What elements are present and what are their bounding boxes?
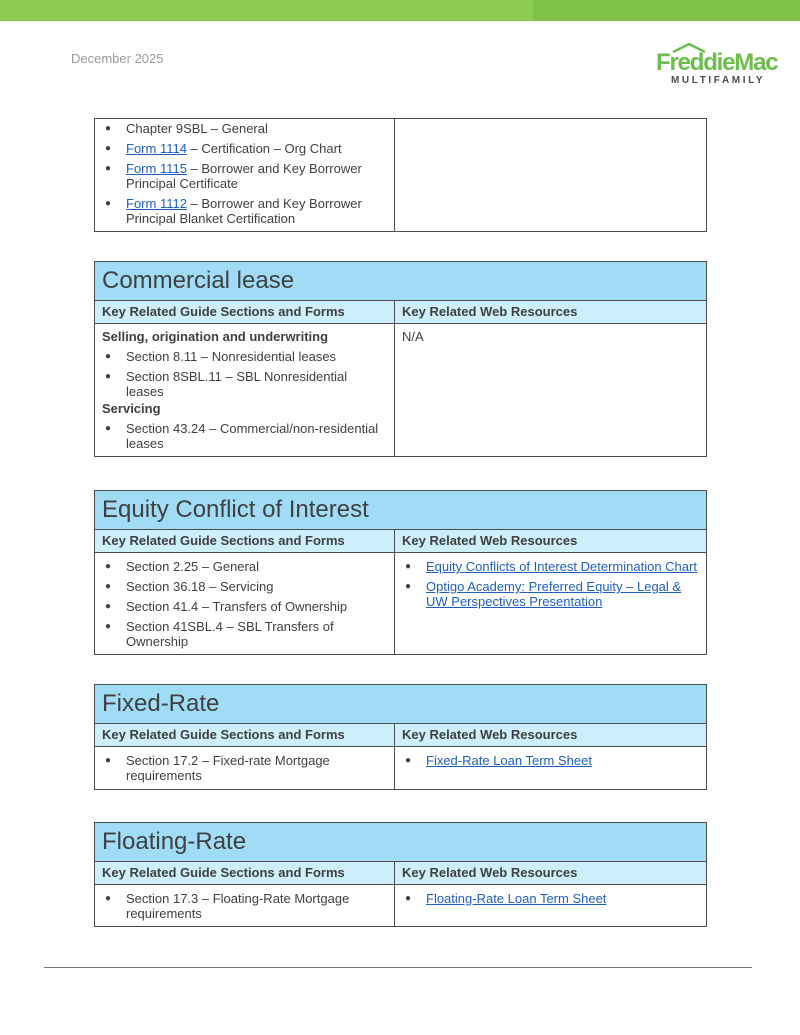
list-item: ● Floating-Rate Loan Term Sheet — [405, 891, 607, 906]
continued-table — [94, 118, 707, 232]
fixed-rate-term-sheet-link[interactable]: Fixed-Rate Loan Term Sheet — [426, 753, 592, 768]
top-bar-segment-left — [0, 0, 533, 21]
floating-rate-table — [94, 822, 707, 927]
list-item: ● Section 2.25 – General — [105, 559, 259, 574]
item-text: Section 41.4 – Transfers of Ownership — [126, 599, 348, 614]
top-color-bar — [0, 0, 800, 21]
item-text: Section 2.25 – General — [126, 559, 259, 574]
guide-cell — [95, 885, 395, 927]
list-item: ● Equity Conflicts of Interest Determination Chart — [405, 559, 697, 574]
list-item: ● Section 41.4 – Transfers of Ownership — [105, 599, 348, 614]
item-text: Section 8SBL.11 – SBL Nonresidential leases — [126, 369, 348, 399]
freddie-mac-logo — [656, 43, 780, 89]
footer-divider — [44, 967, 752, 968]
item-text: Section 17.3 – Floating-Rate Mortgage requirements — [126, 891, 350, 921]
guide-cell — [95, 553, 395, 655]
document-date: December 2025 — [71, 51, 164, 66]
continued-guide-cell — [95, 119, 395, 232]
guide-column-header: Key Related Guide Sections and Forms — [95, 862, 395, 885]
list-item: ● Form 1114 – Certification – Org Chart — [105, 141, 342, 156]
list-item: ● Form 1115 – Borrower and Key Borrower Principal Certificate — [105, 161, 362, 191]
guide-cell — [95, 747, 395, 790]
equity-conflicts-chart-link[interactable]: Equity Conflicts of Interest Determination Chart — [426, 559, 697, 574]
resources-column-header: Key Related Web Resources — [395, 301, 707, 324]
list-item: ● Optigo Academy: Preferred Equity – Legal & UW Perspectives Presentation — [405, 579, 682, 609]
item-text: – Borrower and Key Borrower Principal Blanket Certification — [126, 196, 362, 226]
list-item: ● Section 41SBL.4 – SBL Transfers of Ownership — [105, 619, 334, 649]
item-text: Section 41SBL.4 – SBL Transfers of Ownership — [126, 619, 334, 649]
list-item: ● Section 43.24 – Commercial/non-residential leases — [105, 421, 379, 451]
item-text: – Borrower and Key Borrower Principal Certificate — [126, 161, 362, 191]
form-1114-link[interactable]: Form 1114 — [126, 141, 187, 156]
resources-cell — [395, 747, 707, 790]
optigo-academy-link[interactable]: Optigo Academy: Preferred Equity – Legal & UW Perspectives Presentation — [426, 579, 682, 609]
list-item: ● Section 17.3 – Floating-Rate Mortgage requirements — [105, 891, 350, 921]
item-text: – Certification – Org Chart — [186, 141, 342, 156]
fixed-rate-table — [94, 684, 707, 790]
guide-cell — [95, 324, 395, 457]
floating-rate-term-sheet-link[interactable]: Floating-Rate Loan Term Sheet — [426, 891, 607, 906]
guide-column-header: Key Related Guide Sections and Forms — [95, 724, 395, 747]
resources-column-header: Key Related Web Resources — [395, 530, 707, 553]
section-title: Fixed-Rate — [95, 685, 707, 724]
subheading: Selling, origination and underwriting — [102, 329, 329, 344]
guide-column-header: Key Related Guide Sections and Forms — [95, 530, 395, 553]
item-text: Section 17.2 – Fixed-rate Mortgage requirements — [126, 753, 330, 783]
section-title: Commercial lease — [95, 262, 707, 301]
top-bar-segment-right — [533, 0, 800, 21]
section-title: Equity Conflict of Interest — [95, 491, 707, 530]
equity-conflict-table — [94, 490, 707, 655]
resources-cell — [395, 324, 707, 457]
commercial-lease-table — [94, 261, 707, 457]
guide-column-header: Key Related Guide Sections and Forms — [95, 301, 395, 324]
list-item: ● Section 8SBL.11 – SBL Nonresidential leases — [105, 369, 348, 399]
list-item: ● Section 17.2 – Fixed-rate Mortgage requirements — [105, 753, 330, 783]
resources-column-header: Key Related Web Resources — [395, 862, 707, 885]
list-item: ● Fixed-Rate Loan Term Sheet — [405, 753, 592, 768]
continued-resources-cell — [395, 119, 707, 232]
section-title: Floating-Rate — [95, 823, 707, 862]
list-item: ● Chapter 9SBL – General — [105, 121, 268, 136]
subheading: Servicing — [102, 401, 161, 416]
item-text: Chapter 9SBL – General — [126, 121, 268, 136]
form-1112-link[interactable]: Form 1112 — [126, 196, 187, 211]
list-item: ● Form 1112 – Borrower and Key Borrower Principal Blanket Certification — [105, 196, 362, 226]
form-1115-link[interactable]: Form 1115 — [126, 161, 187, 176]
resources-column-header: Key Related Web Resources — [395, 724, 707, 747]
list-item: ● Section 36.18 – Servicing — [105, 579, 274, 594]
list-item: ● Section 8.11 – Nonresidential leases — [105, 349, 337, 364]
resources-na: N/A — [402, 329, 424, 344]
resources-cell — [395, 553, 707, 655]
logo-wordmark: FreddieMac — [656, 49, 778, 76]
item-text: Section 8.11 – Nonresidential leases — [126, 349, 337, 364]
logo-subtitle: MULTIFAMILY — [671, 75, 766, 86]
resources-cell — [395, 885, 707, 927]
item-text: Section 36.18 – Servicing — [126, 579, 274, 594]
item-text: Section 43.24 – Commercial/non-residential leases — [126, 421, 379, 451]
